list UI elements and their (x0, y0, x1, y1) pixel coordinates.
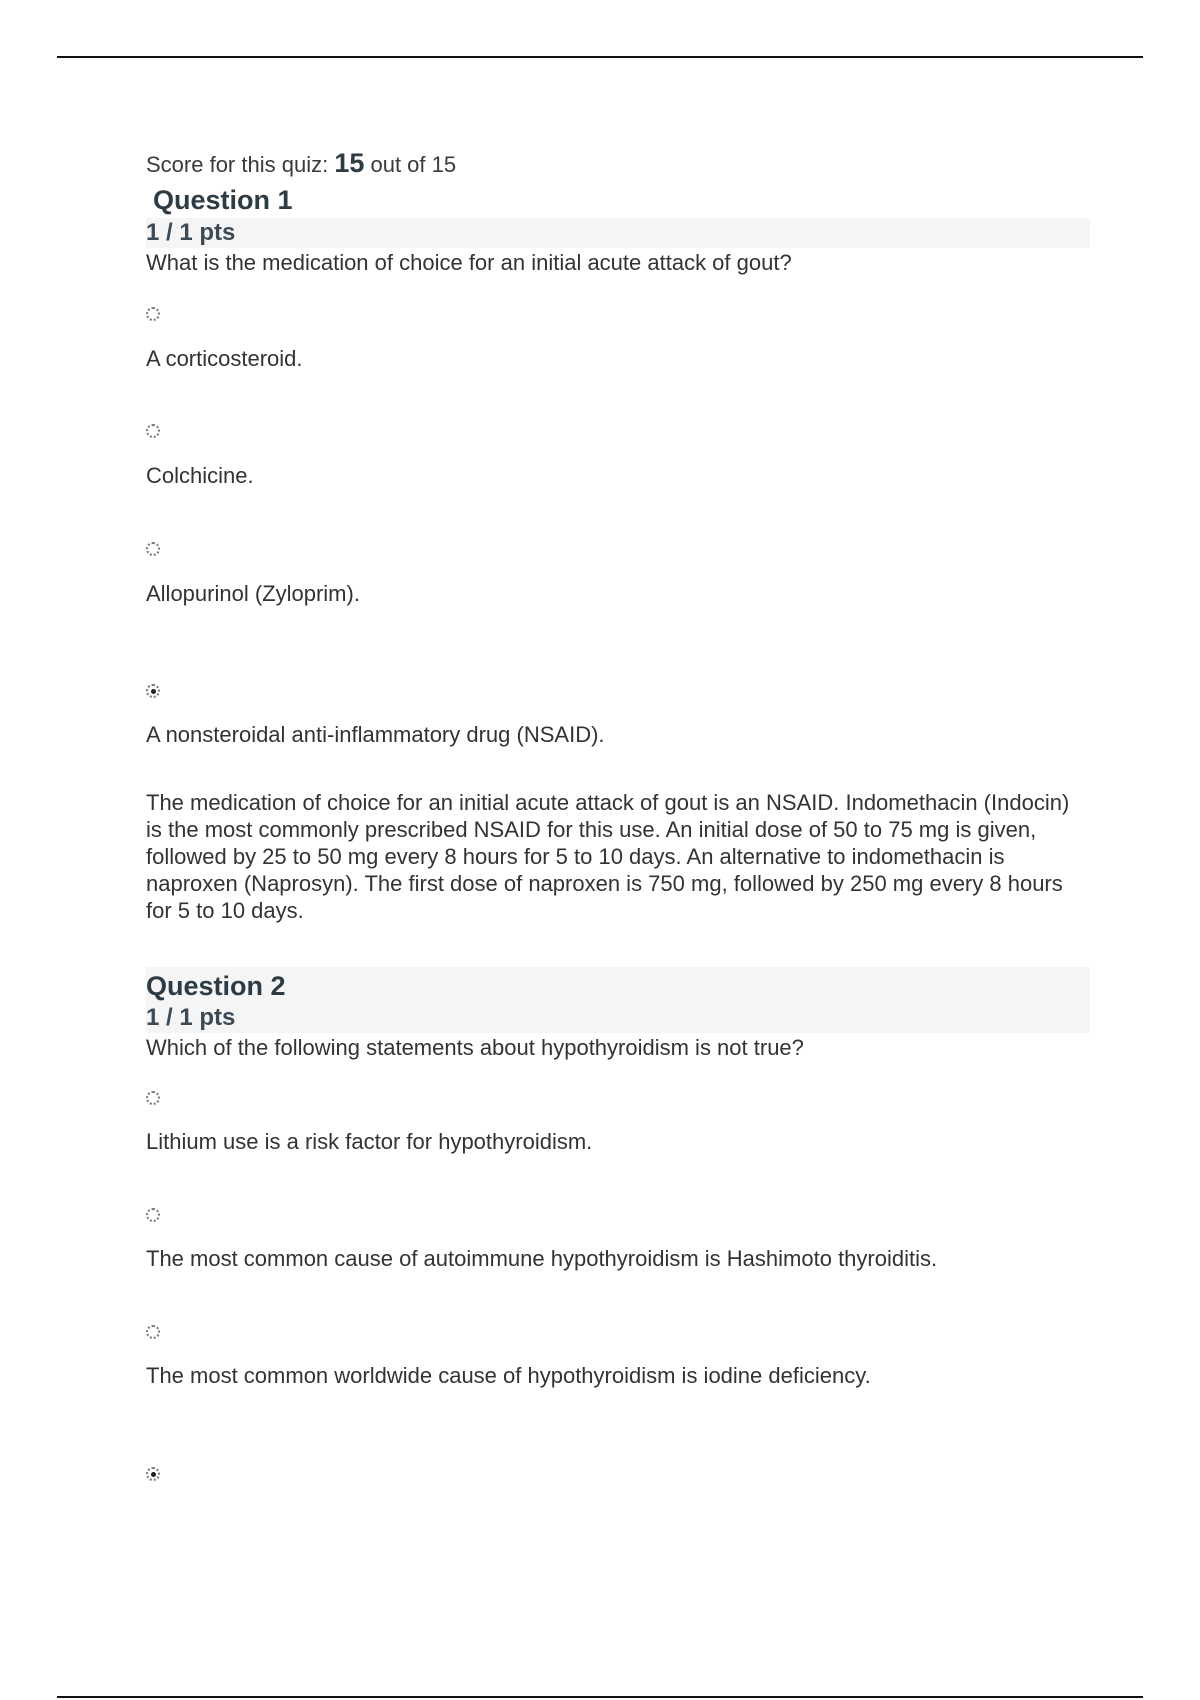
question-header (146, 967, 1090, 1033)
radio-unselected-icon[interactable] (146, 1091, 160, 1105)
score-prefix: Score for this quiz: (146, 152, 329, 177)
question-text: What is the medication of choice for an initial acute attack of gout? (146, 250, 792, 275)
answer-label: A corticosteroid. (146, 346, 303, 371)
question-title: Question 1 (153, 185, 293, 215)
answer-option-selected[interactable] (146, 1467, 1090, 1481)
answer-option[interactable] (146, 1208, 1090, 1274)
answer-label: Lithium use is a risk factor for hypothyroidism. (146, 1129, 593, 1154)
quiz-score (146, 146, 1090, 182)
question-title: Question 2 (146, 971, 286, 1001)
answer-label: Colchicine. (146, 463, 254, 488)
answer-option[interactable] (146, 1091, 1090, 1157)
answer-option[interactable] (146, 307, 1090, 374)
answer-option[interactable] (146, 542, 1090, 609)
question-points: 1 / 1 pts (146, 1004, 236, 1031)
question-header (146, 182, 1090, 248)
top-rule (57, 56, 1143, 58)
score-suffix: out of 15 (370, 152, 457, 177)
answer-label: Allopurinol (Zyloprim). (146, 581, 360, 606)
question-2 (146, 967, 1090, 1481)
radio-unselected-icon[interactable] (146, 542, 160, 556)
answer-option-selected[interactable] (146, 684, 1090, 750)
question-1 (146, 182, 1090, 924)
answer-explanation: The medication of choice for an initial acute attack of gout is an NSAID. Indomethacin (Indocin) is the most commonly prescribed NSAID for this use. An initial dose of 50 to 75 mg is given, followed by 25 to 50 mg every 8 hours for 5 to 10 days. An alternative to indomethacin is naproxen (Naprosyn). The first dose of naproxen is 750 mg, followed by 250 mg every 8 hours for 5 to 10 days. (146, 790, 1070, 923)
radio-unselected-icon[interactable] (146, 424, 160, 438)
radio-selected-icon[interactable] (146, 1467, 160, 1481)
answer-label: The most common cause of autoimmune hypothyroidism is Hashimoto thyroiditis. (146, 1246, 938, 1271)
question-text: Which of the following statements about hypothyroidism is not true? (146, 1035, 804, 1060)
answer-label: A nonsteroidal anti-inflammatory drug (NSAID). (146, 722, 605, 747)
radio-unselected-icon[interactable] (146, 307, 160, 321)
answer-option[interactable] (146, 1325, 1090, 1391)
radio-selected-icon[interactable] (146, 684, 160, 698)
bottom-rule (57, 1696, 1143, 1698)
radio-unselected-icon[interactable] (146, 1325, 160, 1339)
answer-label: The most common worldwide cause of hypothyroidism is iodine deficiency. (146, 1363, 871, 1388)
radio-unselected-icon[interactable] (146, 1208, 160, 1222)
answer-option[interactable] (146, 424, 1090, 491)
quiz-results (146, 146, 1090, 1503)
question-points: 1 / 1 pts (146, 218, 1090, 248)
score-value: 15 (334, 148, 365, 178)
